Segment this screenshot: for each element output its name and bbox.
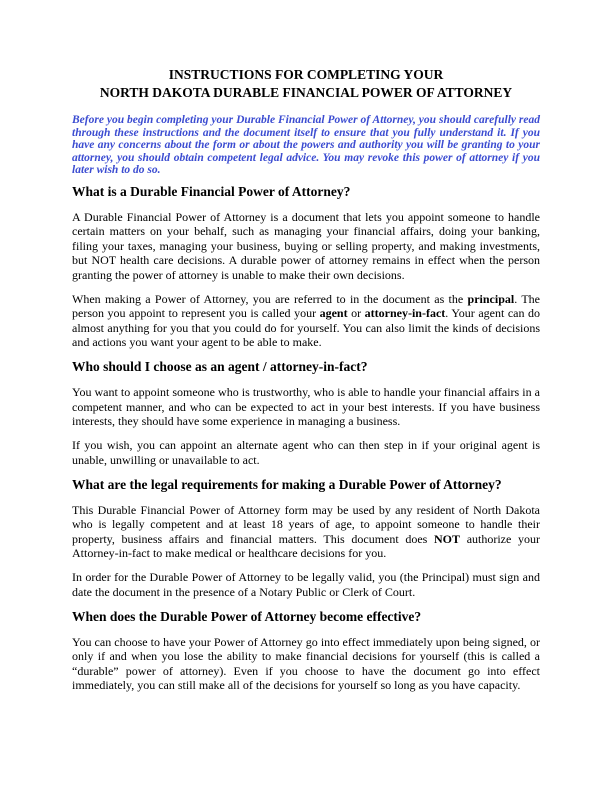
section-heading-what-is: What is a Durable Financial Power of Attorney? [72, 183, 351, 199]
paragraph-effectiveness: You can choose to have your Power of Attorney go into effect immediately upon being signed, or only if and when you lose the ability to make financial decisions for yourself (this is called a “durable” power of attorney). Even if you choose to have the document go into effect immediately, you can still make all of the decisions for yourself so long as you have capacity. [72, 634, 540, 693]
document-title-line2: NORTH DAKOTA DURABLE FINANCIAL POWER OF ATTORNEY [99, 85, 513, 100]
section-heading-who-to-choose: Who should I choose as an agent / attorney-in-fact? [72, 359, 368, 375]
document-title-line1: INSTRUCTIONS FOR COMPLETING YOUR [168, 67, 444, 82]
section-heading-effective-date: When does the Durable Power of Attorney become effective? [72, 608, 422, 624]
paragraph-alternate-agent: If you wish, you can appoint an alternate agent who can then step in if your original agent is unable, unwilling or unavailable to act. [72, 438, 540, 467]
paragraph-principal-agent-terms: When making a Power of Attorney, you are referred to in the document as the principal. The person you appoint to represent you is called your agent or attorney-in-fact. Your agent can do almost anything for you that you could do for yourself. You can also limit the kinds of decisions and actions you want your agent to be able to make. [72, 291, 540, 350]
paragraph-eligibility: This Durable Financial Power of Attorney form may be used by any resident of North Dakota who is legally competent and at least 18 years of age, to appoint someone to handle their property, business affairs and financial matters. This document does NOT authorize your Attorney-in-fact to make medical or healthcare decisions for you. [72, 502, 540, 561]
section-heading-legal-requirements: What are the legal requirements for making a Durable Power of Attorney? [72, 476, 502, 492]
document-title [72, 66, 540, 102]
intro-notice: Before you begin completing your Durable Financial Power of Attorney, you should carefully read through these instructions and the document itself to ensure that you fully understand it. If you have any concerns about the form or about the powers and authority you will be granting to your attorney, you should obtain competent legal advice. You may revoke this power of attorney if you later wish to do so. [72, 114, 540, 177]
paragraph-choosing-agent: You want to appoint someone who is trustworthy, who is able to handle your financial affairs in a competent manner, and who can be expected to act in your best interests. If you have business interests, they should have some experience in managing a business. [72, 385, 540, 429]
paragraph-notary-requirement: In order for the Durable Power of Attorney to be legally valid, you (the Principal) must sign and date the document in the presence of a Notary Public or Clerk of Court. [72, 570, 540, 599]
paragraph-what-is-definition: A Durable Financial Power of Attorney is a document that lets you appoint someone to handle certain matters on your behalf, such as managing your financial affairs, doing your banking, filing your taxes, managing your business, buying or selling property, and making investments, but NOT health care decisions. A durable power of attorney remains in effect when the person granting the power of attorney is unable to make their own decisions. [72, 209, 540, 282]
